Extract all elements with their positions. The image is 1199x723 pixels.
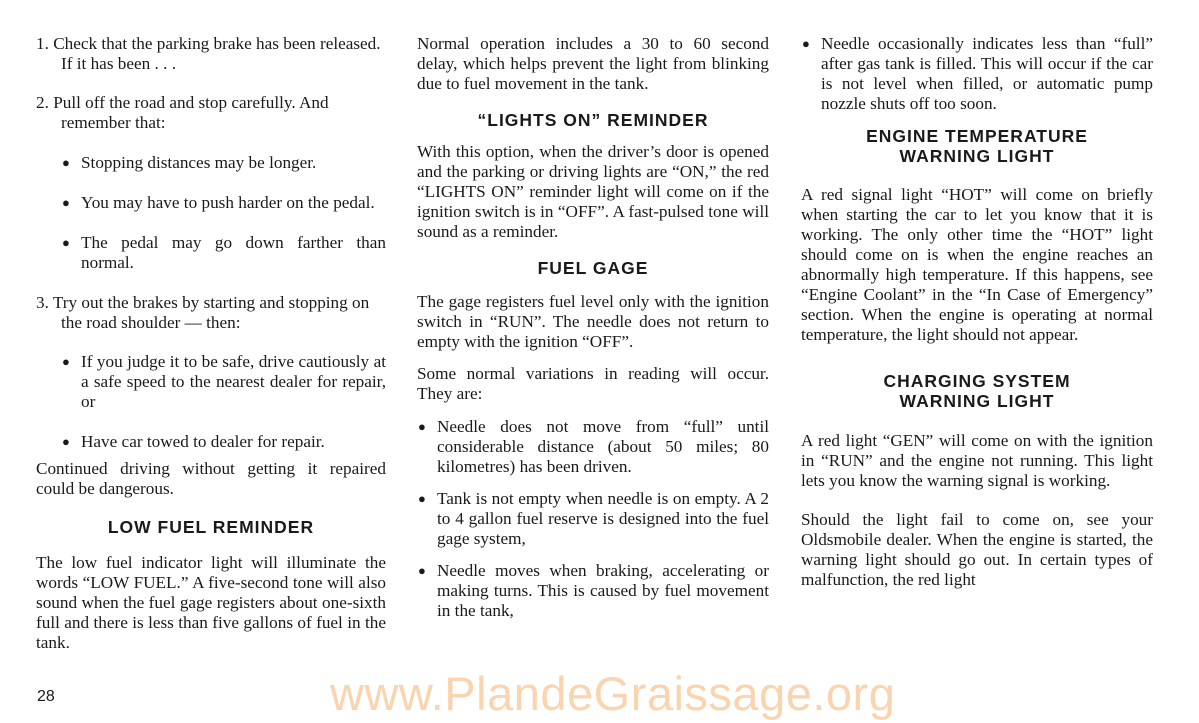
column-left [36,34,386,653]
heading-line: ENGINE TEMPERATURE [866,126,1088,146]
page-number: 28 [37,688,55,705]
list-item: ● Have car towed to dealer for repair. [61,432,386,452]
low-fuel-text: The low fuel indicator light will illuminate the words “LOW FUEL.” A five-second tone will also sound when the fuel gage registers about one-sixth full and there is less than five gallons of fuel in the tank. [36,553,386,652]
list-item: ● Stopping distances may be longer. [61,153,386,173]
step-2: 2. Pull off the road and stop carefully. And remember that: [36,93,329,132]
list-item: ● Needle moves when braking, accelerating or making turns. This is caused by fuel movement in the tank, [417,561,769,621]
list-item: ● The pedal may go down farther than normal. [61,233,386,273]
list-item: ● Tank is not empty when needle is on empty. A 2 to 4 gallon fuel reserve is designed into the fuel gage system, [417,489,769,549]
continued-driving-warning: Continued driving without getting it repaired could be dangerous. [36,459,386,498]
step-3: 3. Try out the brakes by starting and stopping on the road shoulder — then: [36,293,370,332]
heading-charging-system [801,371,1153,411]
lights-on-text: With this option, when the driver’s door is opened and the parking or driving lights are “ON,” the red “LIGHTS ON” reminder light will come on if the ignition switch is in “OFF”. A fast-pulsed tone will sound as a reminder. [417,142,769,241]
column-right [801,34,1153,590]
list-item: ● Needle occasionally indicates less than “full” after gas tank is filled. This will occur if the car is not level when filled, or automatic pump nozzle shuts off too soon. [801,34,1153,114]
list-item: ● You may have to push harder on the pedal. [61,193,386,213]
heading-engine-temperature [801,126,1153,166]
engine-temperature-text: A red signal light “HOT” will come on briefly when starting the car to let you know that it is working. The only other time the “HOT” light should come on is when the engine reaches an abnormally high temperature. If this happens, see “Engine Coolant” in the “In Case of Emergency” section. When the engine is operating at normal temperature, the light should not appear. [801,185,1153,344]
heading-line: WARNING LIGHT [899,391,1055,411]
step-1: 1. Check that the parking brake has been released. If it has been . . . [36,34,381,73]
heading-line: WARNING LIGHT [899,146,1055,166]
dealer-text: Should the light fail to come on, see your Oldsmobile dealer. When the engine is started, the warning light should go out. In certain types of malfunction, the red light [801,510,1153,589]
list-item: ● Needle does not move from “full” until considerable distance (about 50 miles; 80 kilometres) has been driven. [417,417,769,477]
delay-paragraph: Normal operation includes a 30 to 60 second delay, which helps prevent the light from blinking due to fuel movement in the tank. [417,34,769,93]
heading-line: CHARGING SYSTEM [883,371,1071,391]
heading-fuel-gage: FUEL GAGE [537,258,649,278]
heading-lights-on-reminder: “LIGHTS ON” REMINDER [477,110,709,130]
column-middle [417,34,769,621]
variations-intro: Some normal variations in reading will occur. They are: [417,364,769,403]
heading-low-fuel-reminder: LOW FUEL REMINDER [107,517,315,537]
list-item: ● If you judge it to be safe, drive cautiously at a safe speed to the nearest dealer for repair, or [61,352,386,412]
charging-system-text: A red light “GEN” will come on with the ignition in “RUN” and the engine not running. This light lets you know the warning signal is working. [801,431,1153,490]
fuel-gage-text: The gage registers fuel level only with the ignition switch in “RUN”. The needle does not return to empty with the ignition “OFF”. [417,292,769,351]
watermark: www.PlandeGraissage.org [330,667,896,720]
